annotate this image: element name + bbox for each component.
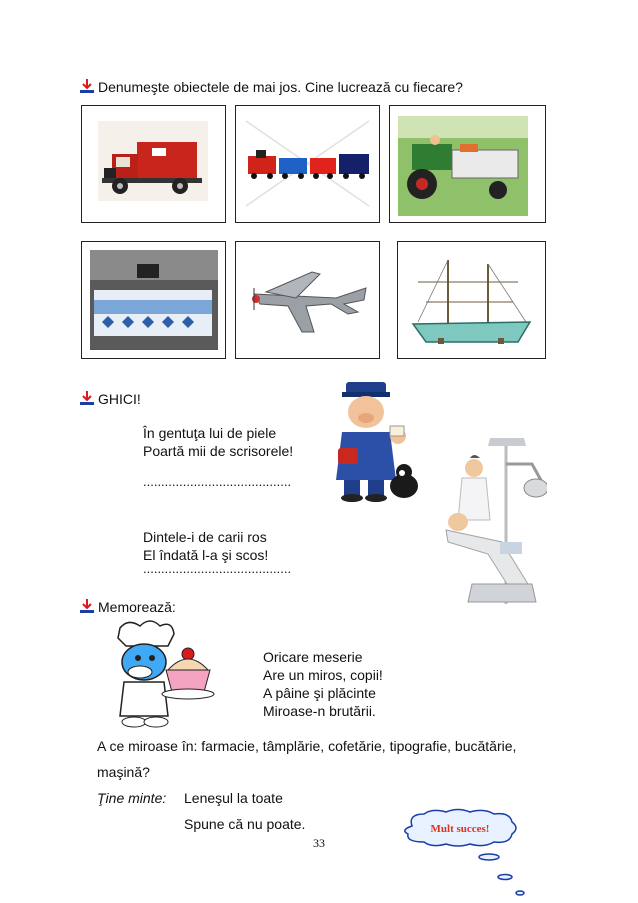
remember-line1: Leneşul la toate — [184, 790, 283, 806]
riddle2-line2: El îndată l-a şi scos! — [143, 547, 269, 563]
page-number: 33 — [313, 836, 325, 850]
bubble-text: Mult succes! — [430, 823, 490, 835]
memorize-heading: Memorează: — [98, 599, 176, 615]
sailing-ship-icon — [398, 242, 545, 358]
smurf-baker-illustration — [98, 620, 216, 732]
tram-icon — [82, 242, 225, 358]
riddles-heading: GHICI! — [98, 391, 141, 407]
task-instruction: Denumeşte obiectele de mai jos. Cine lucrează cu fiecare? — [98, 79, 463, 95]
smell-question-line1: A ce miroase în: farmacie, tâmplărie, cofetărie, tipografie, bucătărie, — [97, 738, 517, 754]
toy-train-icon — [236, 106, 379, 222]
thought-bubble — [398, 808, 528, 898]
image-mail-truck — [81, 105, 226, 223]
arrow-bullet-icon — [80, 391, 94, 405]
image-airplane — [235, 241, 380, 359]
image-tractor — [389, 105, 546, 223]
poem-line-4: Miroase-n brutării. — [263, 703, 376, 719]
riddle2-line1: Dintele-i de carii ros — [143, 529, 267, 545]
riddle2-answer-line: ......................................... — [143, 561, 292, 576]
image-toy-train — [235, 105, 380, 223]
smell-question-line2: maşină? — [97, 764, 150, 780]
poem-line-3: A pâine şi plăcinte — [263, 685, 376, 701]
riddle1-line2: Poartă mii de scrisorele! — [143, 443, 294, 459]
tractor-icon — [390, 106, 545, 222]
mail-truck-icon — [82, 106, 225, 222]
dentist-illustration — [432, 434, 547, 614]
riddle1-answer-line: ......................................... — [143, 474, 292, 489]
poem-line-1: Oricare meserie — [263, 649, 363, 665]
image-tram — [81, 241, 226, 359]
image-sailing-ship — [397, 241, 546, 359]
remember-label: Ţine minte: — [97, 790, 167, 806]
arrow-bullet-icon — [80, 79, 94, 93]
remember-line2: Spune că nu poate. — [184, 816, 306, 832]
arrow-bullet-icon — [80, 599, 94, 613]
postman-illustration — [316, 378, 426, 503]
riddle1-line1: În gentuţa lui de piele — [143, 425, 277, 441]
poem-line-2: Are un miros, copii! — [263, 667, 383, 683]
airplane-icon — [236, 242, 379, 358]
